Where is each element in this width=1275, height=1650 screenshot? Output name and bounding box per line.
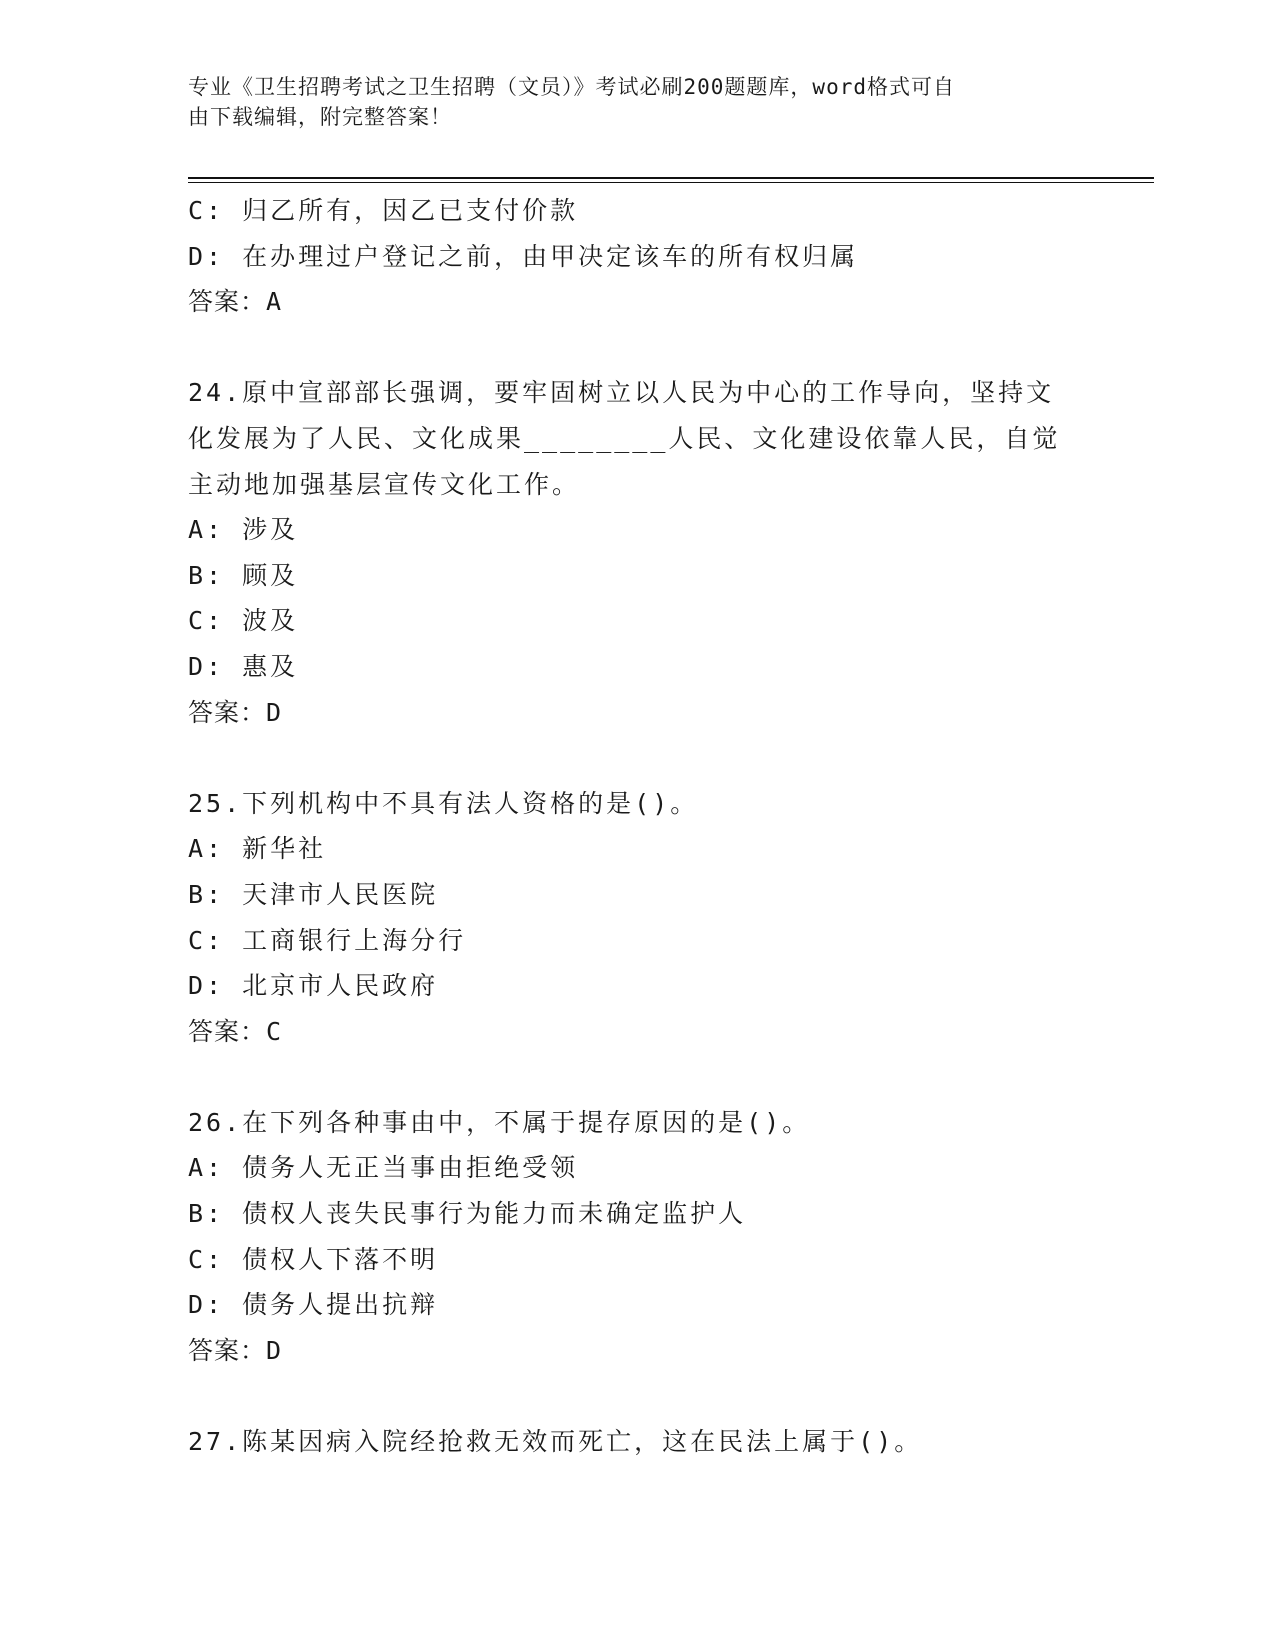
spacer <box>188 1373 1088 1419</box>
option-c: C: 归乙所有，因乙已支付价款 <box>188 196 579 225</box>
question-27 <box>188 1419 1088 1465</box>
option-a: A: 新华社 <box>188 834 327 864</box>
option-b: B: 顾及 <box>188 560 299 590</box>
question-text: 化发展为了人民、文化成果________人民、文化建设依靠人民，自觉 <box>188 423 1061 453</box>
question-25 <box>188 781 1088 1055</box>
question-text: 主动地加强基层宣传文化工作。 <box>188 469 581 499</box>
option-c: C: 工商银行上海分行 <box>188 925 467 955</box>
previous-question-tail <box>188 188 1088 325</box>
page-header <box>188 72 1068 132</box>
option-d: D: 在办理过户登记之前，由甲决定该车的所有权归属 <box>188 241 859 271</box>
option-b: B: 天津市人民医院 <box>188 879 439 909</box>
option-d: D: 债务人提出抗辩 <box>188 1290 439 1320</box>
question-text: 26.在下列各种事由中，不属于提存原因的是()。 <box>188 1107 811 1137</box>
spacer <box>188 735 1088 781</box>
header-line-2: 由下载编辑，附完整答案！ <box>188 105 452 129</box>
question-26 <box>188 1100 1088 1374</box>
option-d: D: 北京市人民政府 <box>188 971 439 1001</box>
header-divider-thin <box>188 182 1154 183</box>
answer: 答案：A <box>188 287 283 317</box>
option-a: A: 涉及 <box>188 515 299 545</box>
question-text: 27.陈某因病入院经抢救无效而死亡，这在民法上属于()。 <box>188 1427 923 1457</box>
question-24 <box>188 370 1088 735</box>
question-text: 24.原中宣部部长强调，要牢固树立以人民为中心的工作导向，坚持文 <box>188 378 1055 408</box>
header-line-1: 专业《卫生招聘考试之卫生招聘（文员）》考试必刷200题题库，word格式可自 <box>188 75 955 99</box>
question-text: 25.下列机构中不具有法人资格的是()。 <box>188 788 699 818</box>
option-a: A: 债务人无正当事由拒绝受领 <box>188 1153 579 1183</box>
question-list <box>188 188 1088 1465</box>
spacer <box>188 325 1088 371</box>
answer: 答案：C <box>188 1016 283 1046</box>
option-b: B: 债权人丧失民事行为能力而未确定监护人 <box>188 1199 747 1229</box>
option-c: C: 债权人下落不明 <box>188 1244 439 1274</box>
spacer <box>188 1054 1088 1100</box>
option-d: D: 惠及 <box>188 651 299 681</box>
answer: 答案：D <box>188 697 283 727</box>
option-c: C: 波及 <box>188 606 299 636</box>
answer: 答案：D <box>188 1335 283 1365</box>
header-divider-thick <box>188 177 1154 179</box>
